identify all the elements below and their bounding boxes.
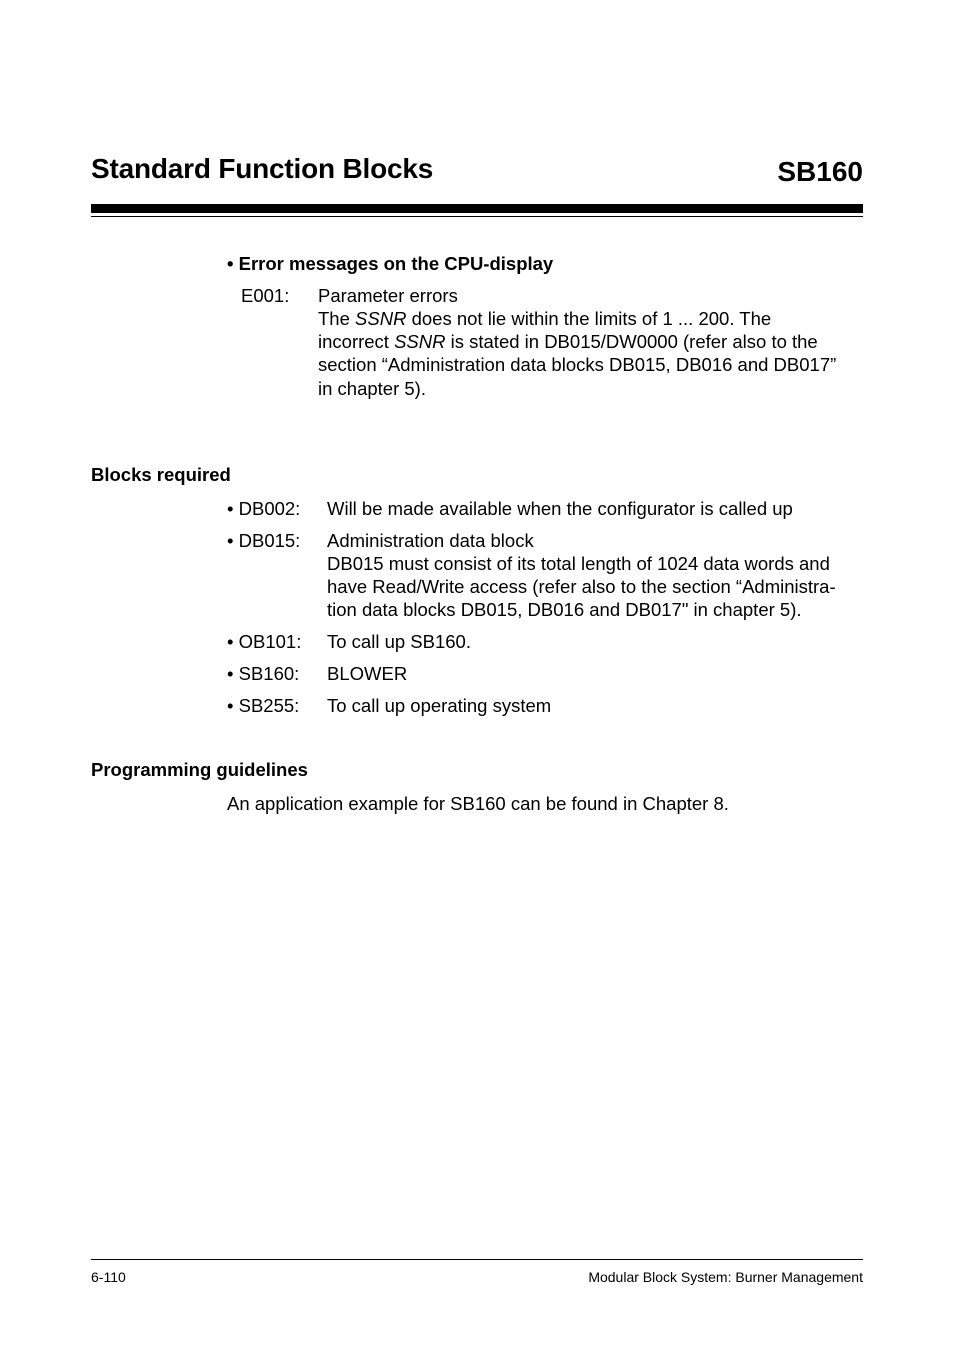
- error-line-4: in chapter 5).: [318, 378, 426, 399]
- page-title: Standard Function Blocks: [91, 153, 434, 184]
- block-desc-sb255: To call up operating system: [327, 695, 552, 716]
- programming-guidelines-heading: Programming guidelines: [91, 759, 308, 780]
- block-code-db002: • DB002:: [227, 498, 301, 519]
- header-rule-thick: [91, 204, 863, 213]
- block-desc-db002: Will be made available when the configurator is called up: [327, 498, 793, 519]
- blocks-required-heading: Blocks required: [91, 464, 231, 485]
- header-rule-thin: [91, 216, 863, 217]
- block-code: SB160: [777, 156, 863, 187]
- document-title: Modular Block System: Burner Management: [588, 1269, 863, 1285]
- block-desc-db015-line-3: have Read/Write access (refer also to the section “Administra-: [327, 576, 836, 597]
- block-desc-db015-line-4: tion data blocks DB015, DB016 and DB017" in chapter 5).: [327, 599, 802, 620]
- page-number: 6-110: [91, 1269, 126, 1285]
- footer-rule: [91, 1259, 863, 1260]
- error-code: E001:: [241, 285, 290, 306]
- programming-guidelines-text: An application example for SB160 can be found in Chapter 8.: [227, 793, 729, 814]
- error-line-1: The SSNR does not lie within the limits of 1 ... 200. The: [318, 308, 772, 329]
- block-code-sb160: • SB160:: [227, 663, 300, 684]
- block-code-ob101: • OB101:: [227, 631, 302, 652]
- error-line-3: section “Administration data blocks DB015, DB016 and DB017”: [318, 354, 837, 375]
- block-code-sb255: • SB255:: [227, 695, 300, 716]
- block-desc-db015-line-2: DB015 must consist of its total length of 1024 data words and: [327, 553, 830, 574]
- error-title: Parameter errors: [318, 285, 458, 306]
- block-code-db015: • DB015:: [227, 530, 301, 551]
- block-desc-db015-line-1: Administration data block: [327, 530, 534, 551]
- error-line-2: incorrect SSNR is stated in DB015/DW0000 (refer also to the: [318, 331, 818, 352]
- error-messages-heading: • Error messages on the CPU-display: [227, 253, 554, 274]
- block-desc-sb160: BLOWER: [327, 663, 408, 684]
- block-desc-ob101: To call up SB160.: [327, 631, 471, 652]
